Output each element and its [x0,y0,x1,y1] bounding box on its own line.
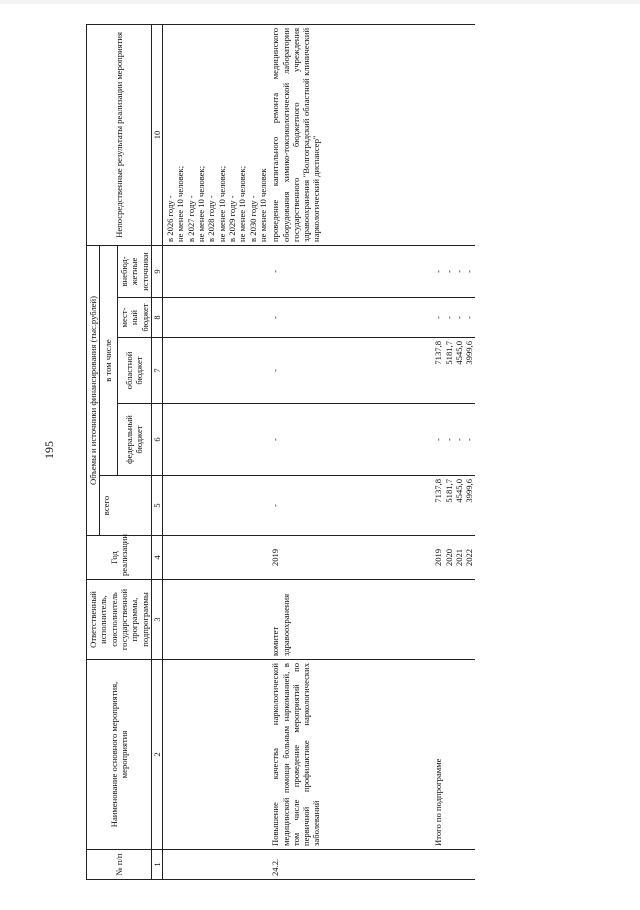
prev-row-result [163,24,270,245]
result-line: в 2027 году - [185,195,196,242]
subtotal-fed: - [433,438,444,441]
subtotal-reg: 7137,8 [433,341,444,365]
header-funding: Объемы и источники финансирования (тыс.рублей) [87,245,100,535]
subtotal-total: 7137,8 [433,479,444,503]
subtotal-external [419,245,475,297]
result-line: не менее 10 человек; [216,165,227,242]
result-line: в 2026 году - [165,195,176,242]
result-line: не менее 10 человек; [237,165,248,242]
row-federal: - [269,404,419,476]
row-executor: комитет здравоохранения [269,580,419,660]
header-regional: областной бюджет [117,338,151,404]
subtotal-row [419,24,475,879]
subtotal-year: 2022 [464,548,475,567]
subtotal-local [419,298,475,338]
table-row [269,24,419,879]
row-total: - [269,476,419,536]
subtotal-total: 4545,0 [453,479,464,503]
subtotal-fed: - [443,438,454,441]
subtotal-ext: - [433,270,444,273]
header-federal: федеральный бюджет [117,404,151,476]
header-incl: в том числе [100,245,118,475]
row-external: - [269,245,419,297]
row-regional: - [269,338,419,404]
col-number: 3 [151,580,162,660]
header-num: № п/п [87,850,152,880]
result-line: не менее 10 человек; [175,165,186,242]
result-line: в 2029 году - [226,195,237,242]
subtotal-ext: - [453,270,464,273]
header-executor: Ответственный исполнитель, соисполнитель государственной программы, подпрограммы [87,580,152,660]
col-number: 5 [151,476,162,536]
row-local: - [269,298,419,338]
col-number: 8 [151,298,162,338]
col-number: 2 [151,660,162,850]
result-line: не менее 10 человек; [196,165,206,242]
header-external: внебюд-жетные источники [117,245,151,297]
subtotal-loc: - [443,316,454,319]
subtotal-totals [419,476,475,536]
col-number: 9 [151,245,162,297]
subtotal-year: 2021 [453,548,464,567]
subtotal-reg: 5181,7 [443,341,454,365]
program-table [86,24,475,880]
col-number: 4 [151,536,162,580]
header-result: Непосредственные результаты реализации мероприятия [87,24,152,245]
result-line: не менее 10 человек [257,168,268,242]
header-name: Наименование основного мероприятия, мероприятия [87,660,152,850]
subtotal-regional [419,338,475,404]
subtotal-fed: - [464,438,475,441]
header-local: мест-ный бюджет [117,298,151,338]
subtotal-federal [419,404,475,476]
scan-edge [0,0,640,4]
page-number: 195 [42,441,56,459]
row-name: Повышение качества наркологической медицинской помощи больным наркоманией, в том числе проведение мероприятий по первичной профилактике наркологических заболеваний [269,660,419,850]
subtotal-ext: - [443,270,454,273]
subtotal-loc: - [464,316,475,319]
subtotal-total: 3999,6 [464,479,475,503]
subtotal-reg: 3999,6 [464,341,475,365]
subtotal-ext: - [464,270,475,273]
col-number: 1 [151,850,162,880]
col-number: 6 [151,404,162,476]
row-number: 24.2. [269,850,419,880]
subtotal-total: 5181,7 [443,479,454,503]
result-line: в 2030 году - [247,195,258,242]
subtotal-label: Итого по подпрограмме [419,660,475,850]
subtotal-year: 2020 [443,548,454,567]
row-year: 2019 [269,536,419,580]
col-number: 10 [151,24,162,245]
subtotal-loc: - [453,316,464,319]
table-row [163,24,270,879]
subtotal-year: 2019 [433,548,444,567]
result-line: в 2028 году - [206,195,217,242]
col-number: 7 [151,338,162,404]
rotated-page [86,25,544,880]
subtotal-years [419,536,475,580]
header-total: всего [100,476,152,536]
subtotal-loc: - [433,316,444,319]
header-year: Год реализации [87,536,152,580]
subtotal-reg: 4545,0 [453,341,464,365]
subtotal-fed: - [453,438,464,441]
row-result: проведение капитального ремонта медицинского оборудования химико-токсикологической лаборатории государственного бюджетного учреждения здравоохранения "Волгоградский областной клинический наркологический диспансер" [269,24,419,245]
